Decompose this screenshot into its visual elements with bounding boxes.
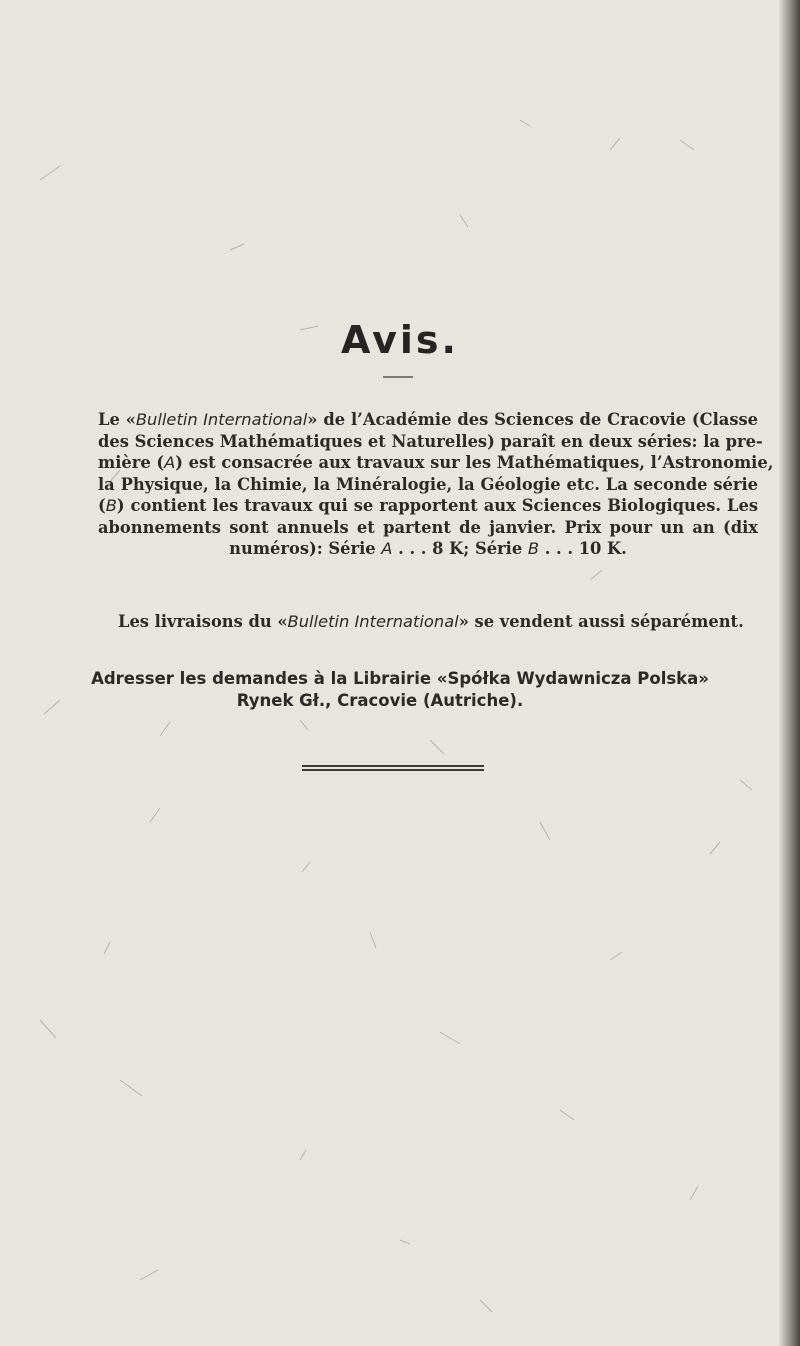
paragraph-line: mière (A) est consacrée aux travaux sur les Mathématiques, l’Astronomie, xyxy=(98,453,774,472)
title-underline xyxy=(383,376,413,378)
address-line-2: Rynek Gł., Cracovie (Autriche). xyxy=(236,690,524,710)
paragraph-line: abonnements sont annuels et partent de janvier. Prix pour un an (dix xyxy=(98,517,758,537)
paragraph-separate-sale xyxy=(118,611,744,633)
paragraph-subscription-info xyxy=(98,409,774,560)
paragraph-line: Le «Bulletin International» de l’Académie des Sciences de Cracovie (Classe xyxy=(98,410,759,429)
paragraph-line: des Sciences Mathématiques et Naturelles) paraît en deux séries: la pre- xyxy=(98,431,763,451)
paragraph-line-prices: numéros): Série A . . . 8 K; Série B . . . 10 K. xyxy=(229,539,627,558)
paragraph-line: la Physique, la Chimie, la Minéralogie, la Géologie etc. La seconde série xyxy=(98,474,758,494)
page-title: Avis. xyxy=(341,318,459,362)
address-block xyxy=(0,668,800,711)
paragraph-line: Les livraisons du «Bulletin International» se vendent aussi séparément. xyxy=(118,612,744,631)
paragraph-line: (B) contient les travaux qui se rapportent aux Sciences Biologiques. Les xyxy=(98,496,758,515)
double-rule-divider xyxy=(302,765,484,771)
address-line-1: Adresser les demandes à la Librairie «Spółka Wydawnicza Polska» xyxy=(91,669,709,688)
